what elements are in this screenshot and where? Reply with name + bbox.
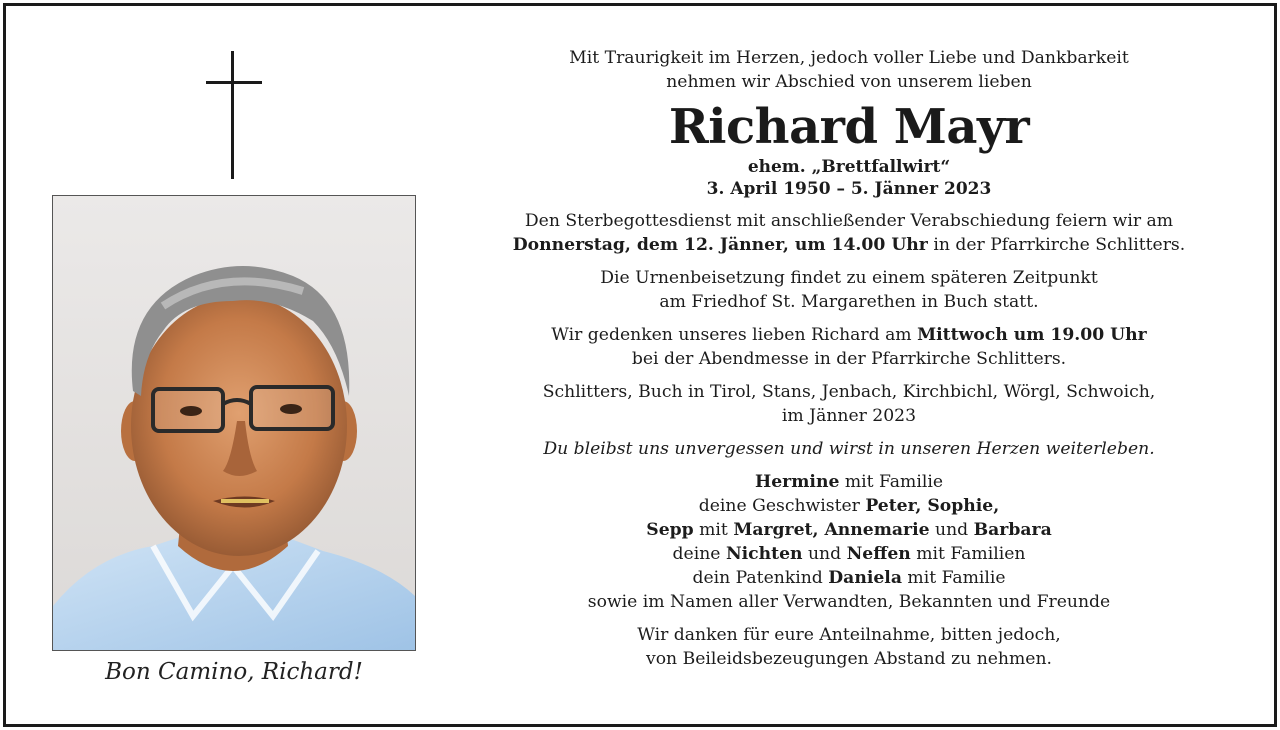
family-line-2 bbox=[476, 494, 1222, 518]
family-name: Hermine bbox=[755, 472, 840, 492]
thanks-line-1: Wir danken für eure Anteilnahme, bitten jedoch, bbox=[637, 625, 1061, 645]
places-line-1: Schlitters, Buch in Tirol, Stans, Jenbach, Kirchbichl, Wörgl, Schwoich, bbox=[542, 382, 1156, 402]
portrait-photo bbox=[52, 195, 416, 651]
nickname: ehem. „Brettfallwirt“ bbox=[747, 157, 951, 177]
family-text: dein Patenkind bbox=[692, 568, 829, 588]
photo-caption: Bon Camino, Richard! bbox=[105, 659, 363, 685]
family-text: mit Familien bbox=[910, 544, 1026, 564]
funeral-place: in der Pfarrkirche Schlitters. bbox=[927, 235, 1186, 255]
family-line-5 bbox=[476, 566, 1222, 590]
family-name: Peter, Sophie, bbox=[865, 496, 1000, 516]
family-text: mit bbox=[693, 520, 734, 540]
family-text: und bbox=[929, 520, 974, 540]
urn-line-1: Die Urnenbeisetzung findet zu einem späteren Zeitpunkt bbox=[600, 268, 1098, 288]
memorial-quote: Du bleibst uns unvergessen und wirst in unseren Herzen weiterleben. bbox=[543, 439, 1155, 459]
family-name: Nichten bbox=[725, 544, 803, 564]
memorial-time: Mittwoch um 19.00 Uhr bbox=[917, 325, 1147, 345]
family-line-3 bbox=[476, 518, 1222, 542]
obituary-frame bbox=[3, 3, 1277, 727]
family-name: Daniela bbox=[828, 568, 902, 588]
cross-icon bbox=[206, 51, 262, 181]
intro-line-2: nehmen wir Abschied von unserem lieben bbox=[666, 72, 1032, 92]
thanks-line-2: von Beileidsbezeugungen Abstand zu nehmen. bbox=[645, 649, 1053, 669]
intro-line-1: Mit Traurigkeit im Herzen, jedoch voller Liebe und Dankbarkeit bbox=[569, 48, 1129, 68]
family-text: deine Geschwister bbox=[698, 496, 866, 516]
family-text: mit Familie bbox=[839, 472, 943, 492]
memorial-line-2: bei der Abendmesse in der Pfarrkirche Schlitters. bbox=[631, 349, 1067, 369]
family-text: deine bbox=[672, 544, 726, 564]
urn-line-2: am Friedhof St. Margarethen in Buch statt. bbox=[659, 292, 1039, 312]
places-line-2: im Jänner 2023 bbox=[781, 406, 917, 426]
funeral-line-1: Den Sterbegottesdienst mit anschließender Verabschiedung feiern wir am bbox=[524, 211, 1174, 231]
deceased-name: Richard Mayr bbox=[668, 99, 1030, 155]
family-name: Margret, Annemarie bbox=[733, 520, 930, 540]
family-line-6: sowie im Namen aller Verwandten, Bekannten und Freunde bbox=[587, 592, 1111, 612]
life-dates: 3. April 1950 – 5. Jänner 2023 bbox=[706, 179, 992, 199]
funeral-line-2 bbox=[476, 233, 1222, 257]
family-name: Barbara bbox=[973, 520, 1052, 540]
family-name: Neffen bbox=[846, 544, 911, 564]
family-line-4 bbox=[476, 542, 1222, 566]
family-text: und bbox=[802, 544, 847, 564]
memorial-line-1 bbox=[476, 323, 1222, 347]
family-name: Sepp bbox=[646, 520, 694, 540]
obituary-text bbox=[476, 46, 1222, 671]
funeral-date: Donnerstag, dem 12. Jänner, um 14.00 Uhr bbox=[512, 235, 928, 255]
family-text: mit Familie bbox=[901, 568, 1006, 588]
memorial-pre: Wir gedenken unseres lieben Richard am bbox=[551, 325, 918, 345]
family-line-1 bbox=[476, 470, 1222, 494]
